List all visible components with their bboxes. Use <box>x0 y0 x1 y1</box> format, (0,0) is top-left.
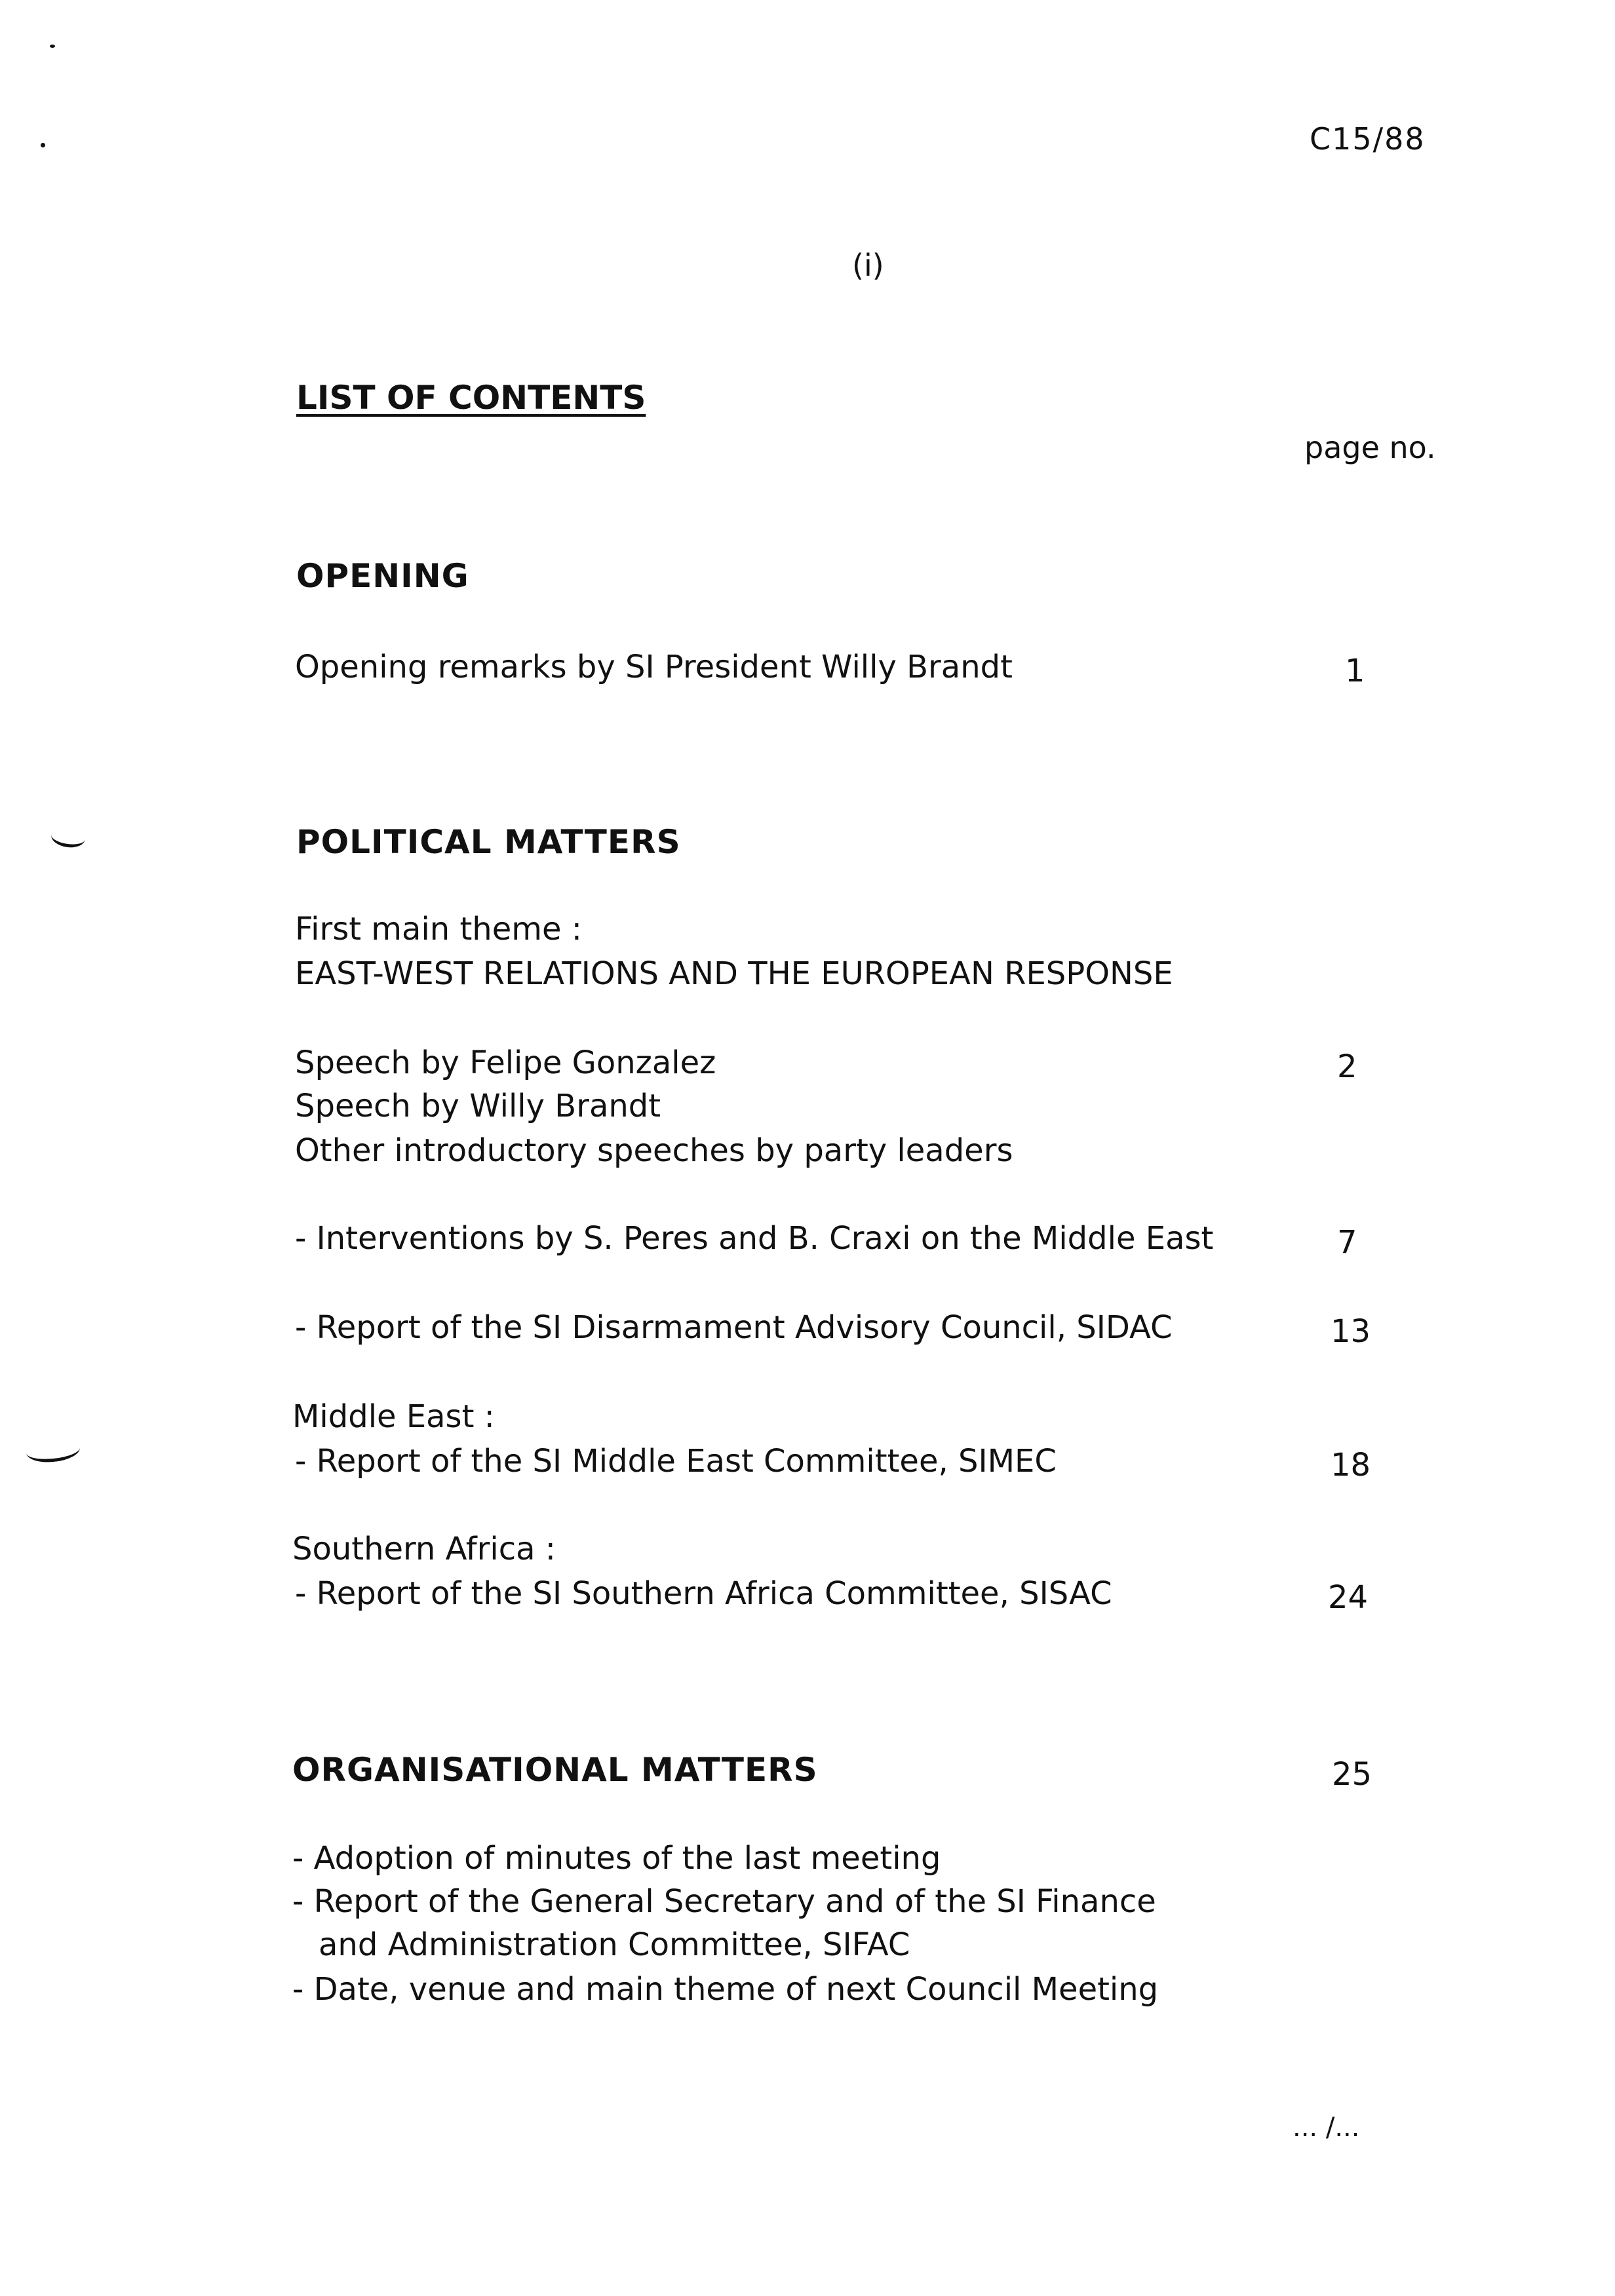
toc-entry: - Interventions by S. Peres and B. Craxi on the Middle East <box>295 1220 1214 1257</box>
toc-subheading: First main theme : <box>295 911 582 947</box>
section-heading-opening: OPENING <box>296 557 469 595</box>
toc-page-number: 2 <box>1337 1048 1357 1085</box>
toc-page-number: 13 <box>1331 1313 1371 1350</box>
page-marker: (i) <box>852 248 884 283</box>
toc-entry: - Adoption of minutes of the last meeting <box>292 1840 941 1877</box>
toc-page-number: 25 <box>1332 1756 1372 1793</box>
toc-entry: - Report of the SI Middle East Committee, SIMEC <box>295 1443 1057 1480</box>
scan-mark <box>50 825 87 850</box>
continuation-mark: ... /... <box>1293 2113 1360 2143</box>
scan-speck <box>50 45 55 48</box>
page-no-column-label: page no. <box>1304 430 1436 465</box>
toc-entry: Speech by Willy Brandt <box>295 1088 661 1124</box>
scan-speck <box>41 143 45 147</box>
section-heading-political: POLITICAL MATTERS <box>296 823 681 861</box>
toc-entry: - Date, venue and main theme of next Council Meeting <box>292 1971 1159 2008</box>
document-reference: C15/88 <box>1310 121 1426 157</box>
toc-subheading: Middle East : <box>292 1398 495 1435</box>
toc-entry: Opening remarks by SI President Willy Brandt <box>295 649 1013 685</box>
toc-theme-title: EAST-WEST RELATIONS AND THE EUROPEAN RESPONSE <box>295 955 1173 992</box>
toc-page-number: 24 <box>1328 1579 1369 1616</box>
toc-entry: - Report of the SI Southern Africa Committee, SISAC <box>295 1575 1112 1612</box>
toc-page-number: 7 <box>1337 1224 1357 1261</box>
toc-entry: - Report of the General Secretary and of the SI Finance <box>292 1883 1156 1920</box>
toc-entry: Speech by Felipe Gonzalez <box>295 1044 716 1081</box>
toc-page-number: 1 <box>1345 653 1365 689</box>
toc-entry: Other introductory speeches by party leaders <box>295 1132 1013 1169</box>
toc-entry: - Report of the SI Disarmament Advisory Council, SIDAC <box>295 1309 1173 1346</box>
toc-subheading: Southern Africa : <box>292 1531 556 1567</box>
toc-entry-continuation: and Administration Committee, SIFAC <box>319 1926 910 1963</box>
section-heading-organisational: ORGANISATIONAL MATTERS <box>292 1751 818 1789</box>
toc-page-number: 18 <box>1331 1447 1371 1483</box>
scan-mark <box>25 1436 81 1464</box>
page-title: LIST OF CONTENTS <box>296 379 646 417</box>
